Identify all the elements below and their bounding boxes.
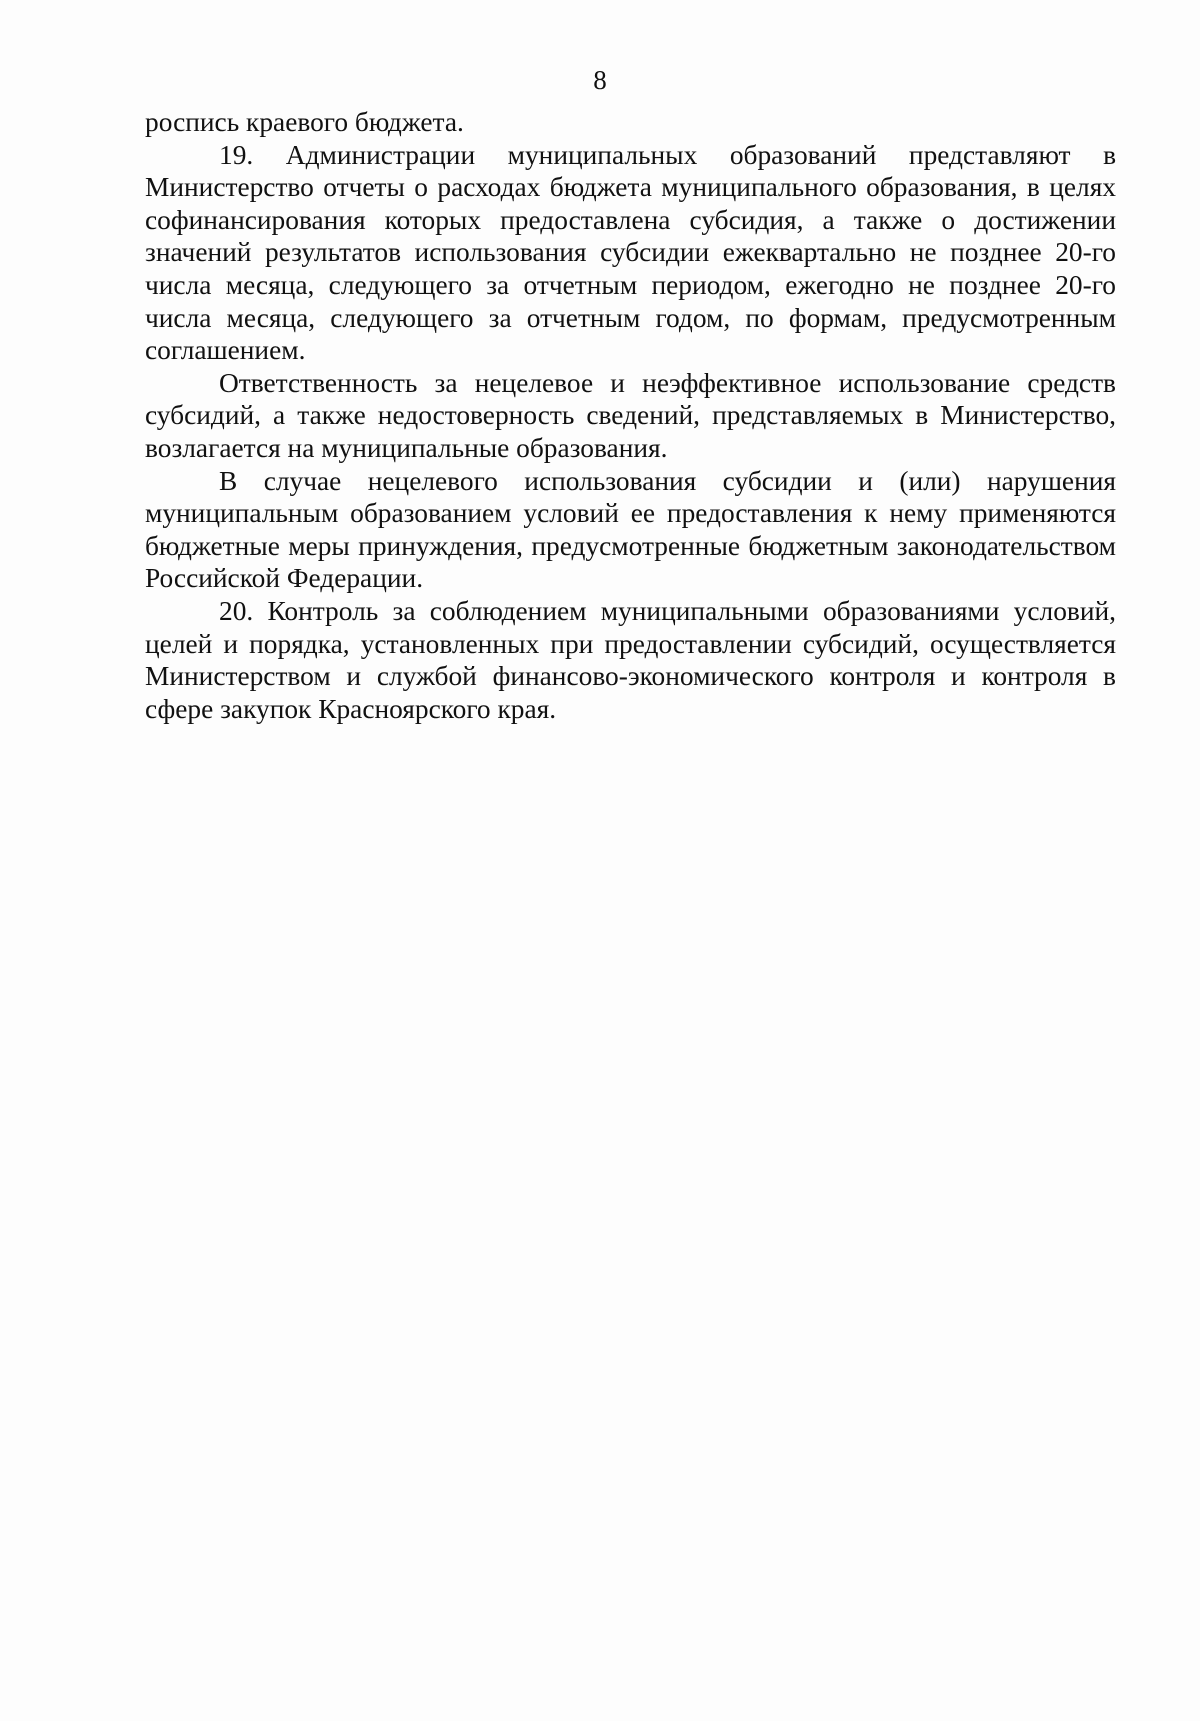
document-body xyxy=(145,106,1116,725)
paragraph-budget-measures: В случае нецелевого использования субсидии и (или) нарушения муниципальным образованием условий ее предоставления к нему применяются бюджетные меры принуждения, предусмотренные бюджетным законодательством Российской Федерации. xyxy=(145,465,1116,594)
paragraph-responsibility: Ответственность за нецелевое и неэффективное использование средств субсидий, а также недостоверность сведений, представляемых в Министерство, возлагается на муниципальные образования. xyxy=(145,367,1116,463)
paragraph-19-reporting: 19. Администрации муниципальных образований представляют в Министерство отчеты о расходах бюджета муниципального образования, в целях софинансирования которых предоставлена субсидия, а также о достижении значений результатов использования субсидии ежеквартально не позднее 20-го числа месяца, следующего за отчетным периодом, ежегодно не позднее 20-го числа месяца, следующего за отчетным годом, по формам, предусмотренным соглашением. xyxy=(145,139,1116,366)
paragraph-20-control: 20. Контроль за соблюдением муниципальными образованиями условий, целей и порядка, установленных при предоставлении субсидий, осуществляется Министерством и службой финансово-экономического контроля и контроля в сфере закупок Красноярского края. xyxy=(145,595,1116,724)
page-number: 8 xyxy=(593,65,607,95)
paragraph-continuation: роспись краевого бюджета. xyxy=(145,107,464,137)
